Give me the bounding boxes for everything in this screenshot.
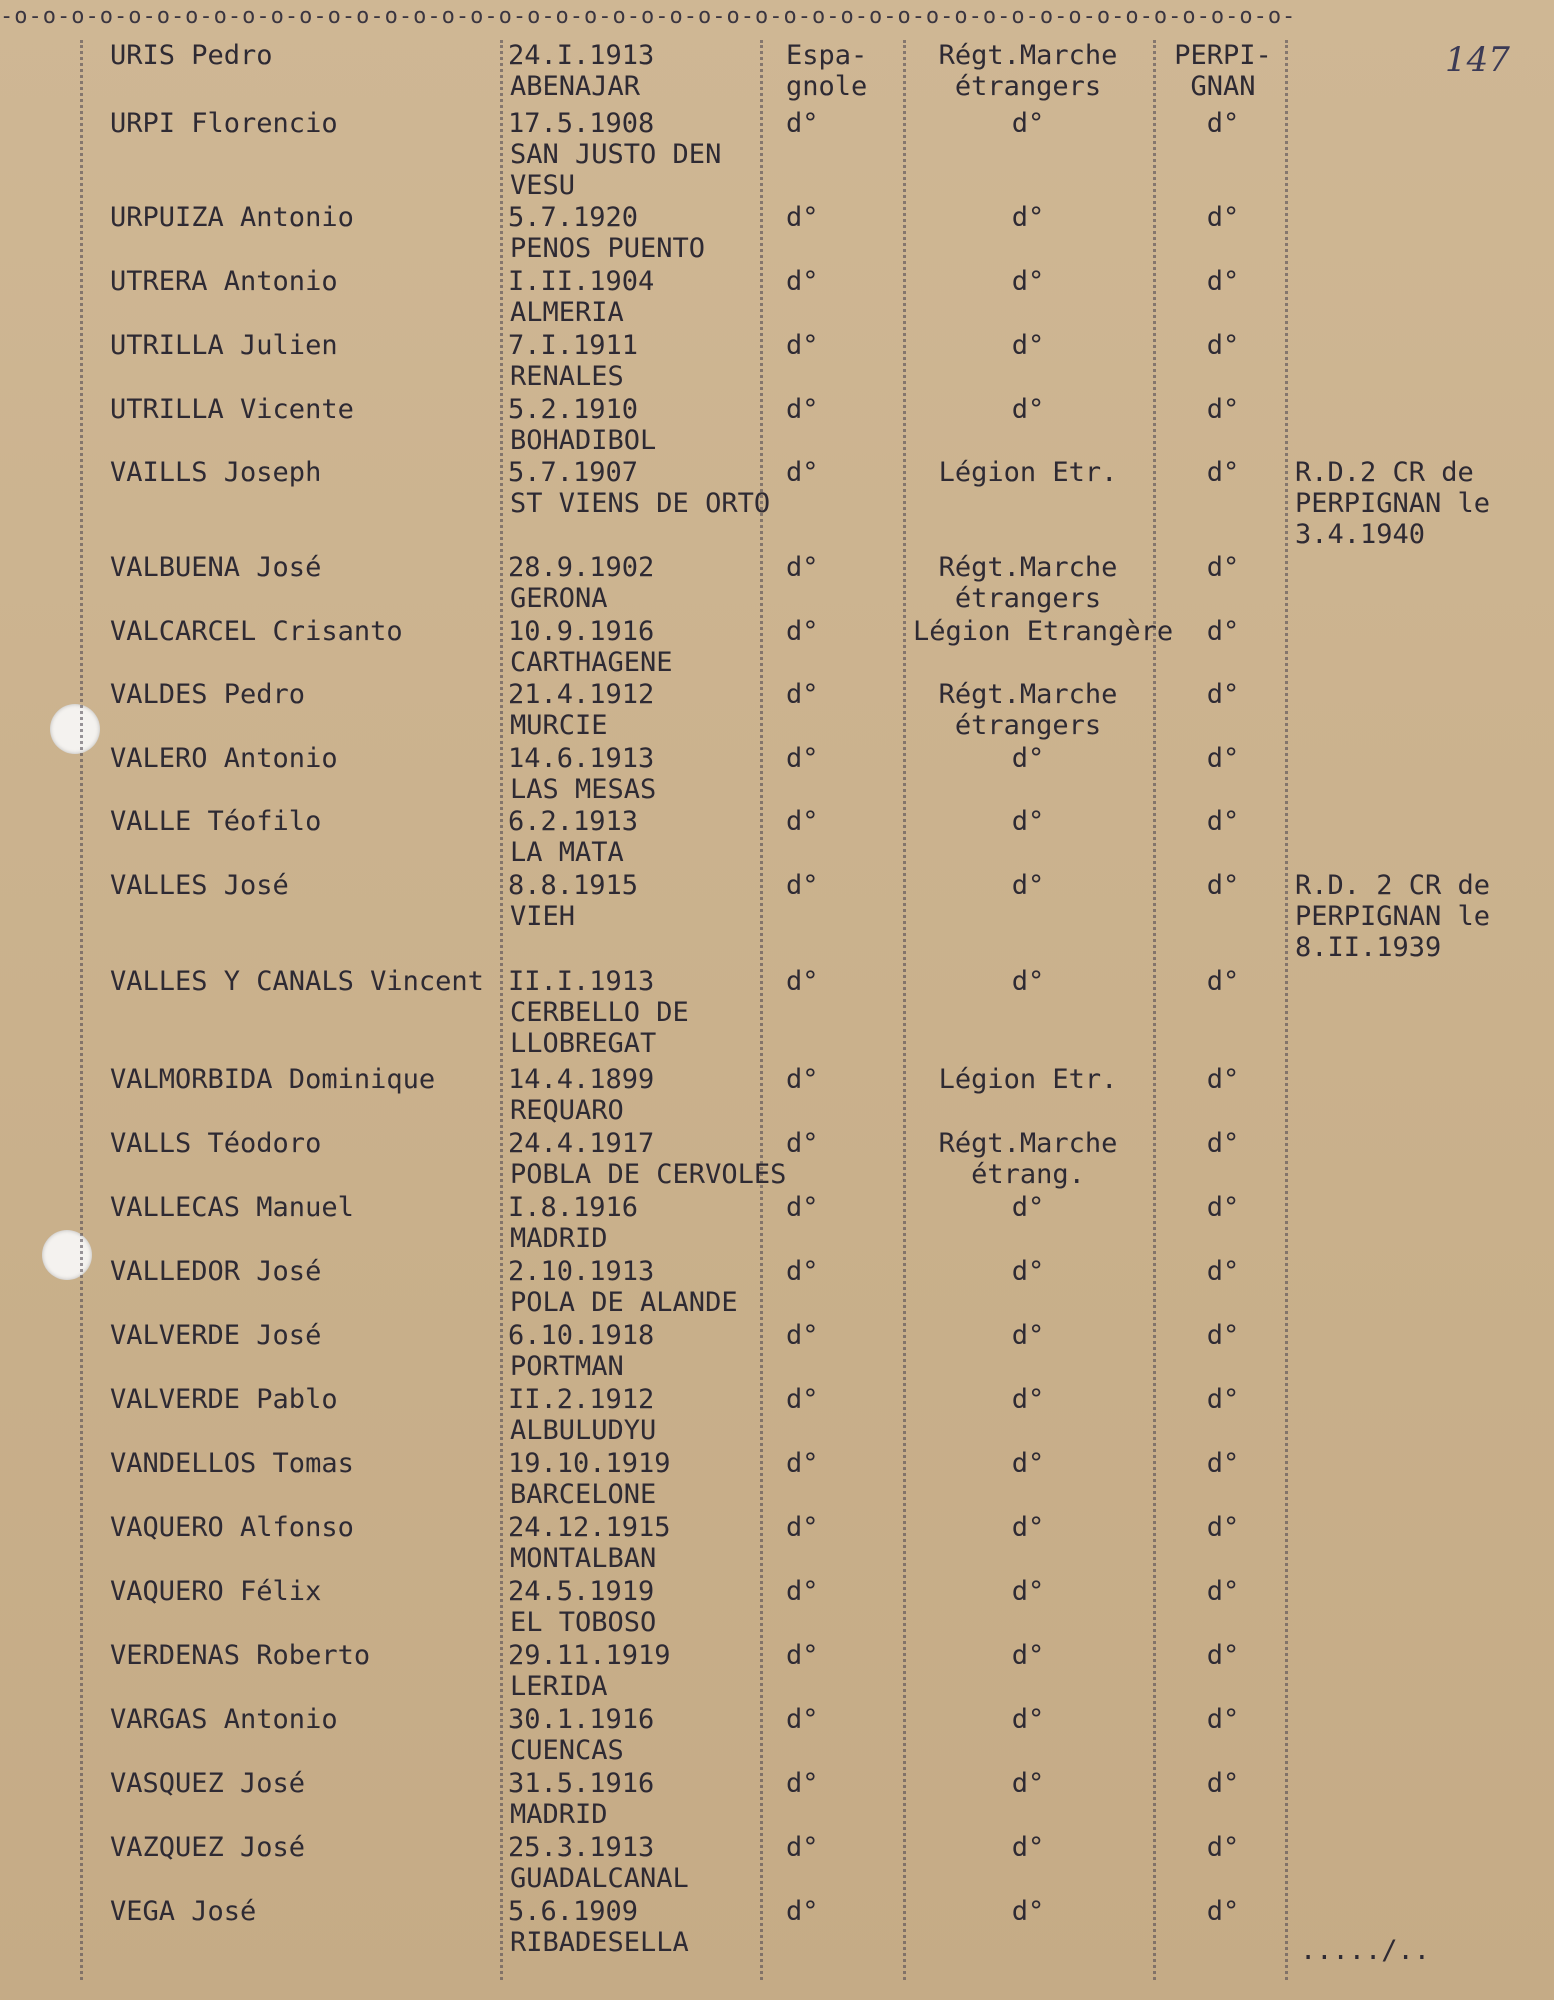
cell-dest: d° bbox=[1206, 1448, 1240, 1479]
cell-name: URIS Pedro bbox=[110, 40, 273, 71]
cell-nationality: d° bbox=[786, 616, 819, 647]
cell-unit2: étrang. bbox=[971, 1159, 1085, 1190]
cell-date: II.I.1913 bbox=[508, 966, 655, 997]
cell-name: VALCARCEL Crisanto bbox=[110, 616, 403, 647]
cell-name: VAILLS Joseph bbox=[110, 457, 322, 488]
cell-date: I.II.1904 bbox=[508, 266, 655, 297]
cell-unit: Légion Etr. bbox=[938, 1064, 1118, 1095]
cell-unit: d° bbox=[1011, 1832, 1045, 1863]
cell-unit: d° bbox=[1011, 1704, 1045, 1735]
cell-date: 5.2.1910 bbox=[508, 394, 639, 425]
cell-dest: d° bbox=[1206, 552, 1240, 583]
cell-unit: d° bbox=[1011, 266, 1045, 297]
cell-place2: VESU bbox=[510, 170, 576, 201]
cell-dest: d° bbox=[1206, 1704, 1240, 1735]
cell-place: GUADALCANAL bbox=[510, 1863, 689, 1894]
cell-unit: d° bbox=[1011, 1256, 1045, 1287]
cell-dest: d° bbox=[1206, 870, 1240, 901]
continuation-mark: ...../.. bbox=[1300, 1935, 1431, 1966]
cell-name: VAZQUEZ José bbox=[110, 1832, 306, 1863]
cell-place: RIBADESELLA bbox=[510, 1927, 689, 1958]
cell-unit: d° bbox=[1011, 1640, 1045, 1671]
cell-place: POLA DE ALANDE bbox=[510, 1287, 738, 1318]
cell-nationality: d° bbox=[786, 1256, 819, 1287]
cell-date: 8.8.1915 bbox=[508, 870, 639, 901]
cell-date: 14.6.1913 bbox=[508, 743, 655, 774]
cell-nationality2: gnole bbox=[786, 71, 868, 102]
cell-place: BARCELONE bbox=[510, 1479, 657, 1510]
cell-unit: Régt.Marche bbox=[938, 552, 1118, 583]
cell-unit: d° bbox=[1011, 202, 1045, 233]
cell-name: UTRERA Antonio bbox=[110, 266, 338, 297]
cell-nationality: d° bbox=[786, 1512, 819, 1543]
cell-nationality: Espa- bbox=[786, 40, 868, 71]
cell-unit2: étrangers bbox=[954, 71, 1102, 102]
cell-date: 5.6.1909 bbox=[508, 1896, 639, 1927]
cell-name: UTRILLA Vicente bbox=[110, 394, 354, 425]
cell-dest: d° bbox=[1206, 1768, 1240, 1799]
cell-note2: PERPIGNAN le bbox=[1295, 488, 1491, 519]
cell-note2: PERPIGNAN le bbox=[1295, 901, 1491, 932]
cell-date: 29.11.1919 bbox=[508, 1640, 671, 1671]
cell-name: VERDENAS Roberto bbox=[110, 1640, 371, 1671]
cell-place: LAS MESAS bbox=[510, 774, 657, 805]
cell-place: SAN JUSTO DEN bbox=[510, 139, 722, 170]
cell-name: URPI Florencio bbox=[110, 108, 338, 139]
cell-name: VEGA José bbox=[110, 1896, 257, 1927]
cell-nationality: d° bbox=[786, 266, 819, 297]
cell-date: 21.4.1912 bbox=[508, 679, 655, 710]
cell-nationality: d° bbox=[786, 870, 819, 901]
cell-place: PORTMAN bbox=[510, 1351, 624, 1382]
cell-place: GERONA bbox=[510, 583, 608, 614]
cell-name: VALVERDE Pablo bbox=[110, 1384, 338, 1415]
cell-unit: Légion Etr. bbox=[938, 457, 1118, 488]
cell-nationality: d° bbox=[786, 202, 819, 233]
cell-date: 10.9.1916 bbox=[508, 616, 655, 647]
cell-unit: d° bbox=[1011, 806, 1045, 837]
page-number: 147 bbox=[1445, 40, 1510, 80]
cell-name: VALLS Téodoro bbox=[110, 1128, 322, 1159]
cell-place: MURCIE bbox=[510, 710, 608, 741]
cell-date: 24.5.1919 bbox=[508, 1576, 655, 1607]
cell-nationality: d° bbox=[786, 1832, 819, 1863]
cell-name: VALVERDE José bbox=[110, 1320, 322, 1351]
cell-date: 17.5.1908 bbox=[508, 108, 655, 139]
cell-note3: 3.4.1940 bbox=[1295, 519, 1426, 550]
cell-dest: d° bbox=[1206, 1256, 1240, 1287]
cell-name: VAQUERO Alfonso bbox=[110, 1512, 354, 1543]
cell-unit: d° bbox=[1011, 1512, 1045, 1543]
cell-date: 2.10.1913 bbox=[508, 1256, 655, 1287]
cell-dest: d° bbox=[1206, 394, 1240, 425]
cell-date: 14.4.1899 bbox=[508, 1064, 655, 1095]
cell-dest: d° bbox=[1206, 202, 1240, 233]
cell-place: ST VIENS DE ORTO bbox=[510, 488, 771, 519]
cell-nationality: d° bbox=[786, 743, 819, 774]
cell-dest: d° bbox=[1206, 1832, 1240, 1863]
cell-place: LA MATA bbox=[510, 837, 624, 868]
cell-place: ALMERIA bbox=[510, 297, 624, 328]
cell-place: CUENCAS bbox=[510, 1735, 624, 1766]
cell-unit: Régt.Marche bbox=[938, 40, 1118, 71]
cell-name: VARGAS Antonio bbox=[110, 1704, 338, 1735]
cell-date: 5.7.1907 bbox=[508, 457, 639, 488]
cell-nationality: d° bbox=[786, 457, 819, 488]
cell-nationality: d° bbox=[786, 679, 819, 710]
cell-name: VALLES Y CANALS Vincent bbox=[110, 966, 484, 997]
cell-nationality: d° bbox=[786, 806, 819, 837]
cell-unit: d° bbox=[1011, 1896, 1045, 1927]
cell-nationality: d° bbox=[786, 552, 819, 583]
cell-place: LERIDA bbox=[510, 1671, 608, 1702]
cell-unit: Régt.Marche bbox=[938, 679, 1118, 710]
cell-date: 25.3.1913 bbox=[508, 1832, 655, 1863]
cell-dest: d° bbox=[1206, 330, 1240, 361]
cell-place: MADRID bbox=[510, 1223, 608, 1254]
cell-date: II.2.1912 bbox=[508, 1384, 655, 1415]
cell-unit: d° bbox=[1011, 743, 1045, 774]
cell-name: VALDES Pedro bbox=[110, 679, 306, 710]
cell-nationality: d° bbox=[786, 1384, 819, 1415]
cell-place: EL TOBOSO bbox=[510, 1607, 657, 1638]
cell-unit: d° bbox=[1011, 1768, 1045, 1799]
cell-date: 31.5.1916 bbox=[508, 1768, 655, 1799]
top-border: -o-o-o-o-o-o-o-o-o-o-o-o-o-o-o-o-o-o-o-o-o-o-o-o-o-o-o-o-o-o-o-o-o-o-o-o-o-o-o-o-o-o-o-o-o- bbox=[0, 4, 1297, 29]
cell-nationality: d° bbox=[786, 394, 819, 425]
cell-place: MONTALBAN bbox=[510, 1543, 657, 1574]
cell-unit: d° bbox=[1011, 394, 1045, 425]
cell-place2: LLOBREGAT bbox=[510, 1028, 657, 1059]
cell-unit: Légion Etrangère bbox=[913, 616, 1174, 647]
cell-nationality: d° bbox=[786, 1768, 819, 1799]
cell-nationality: d° bbox=[786, 1320, 819, 1351]
cell-place: CARTHAGENE bbox=[510, 647, 673, 678]
cell-nationality: d° bbox=[786, 1448, 819, 1479]
cell-dest: d° bbox=[1206, 966, 1240, 997]
cell-nationality: d° bbox=[786, 1896, 819, 1927]
cell-dest: PERPI- bbox=[1174, 40, 1272, 71]
cell-dest: d° bbox=[1206, 743, 1240, 774]
cell-place: POBLA DE CERVOLES bbox=[510, 1159, 787, 1190]
cell-unit: d° bbox=[1011, 1448, 1045, 1479]
cell-name: VALLEDOR José bbox=[110, 1256, 322, 1287]
cell-dest: d° bbox=[1206, 1384, 1240, 1415]
cell-name: VANDELLOS Tomas bbox=[110, 1448, 354, 1479]
cell-nationality: d° bbox=[786, 1192, 819, 1223]
cell-note3: 8.II.1939 bbox=[1295, 932, 1442, 963]
cell-unit: d° bbox=[1011, 1384, 1045, 1415]
cell-place: CERBELLO DE bbox=[510, 997, 689, 1028]
cell-nationality: d° bbox=[786, 1640, 819, 1671]
cell-unit: d° bbox=[1011, 1192, 1045, 1223]
cell-name: VALMORBIDA Dominique bbox=[110, 1064, 436, 1095]
cell-note: R.D. 2 CR de bbox=[1295, 870, 1491, 901]
cell-unit: d° bbox=[1011, 330, 1045, 361]
cell-name: VALLES José bbox=[110, 870, 289, 901]
cell-dest: d° bbox=[1206, 1064, 1240, 1095]
cell-nationality: d° bbox=[786, 1576, 819, 1607]
cell-name: VASQUEZ José bbox=[110, 1768, 306, 1799]
cell-dest: d° bbox=[1206, 457, 1240, 488]
cell-unit2: étrangers bbox=[954, 710, 1102, 741]
cell-name: VALLE Téofilo bbox=[110, 806, 322, 837]
cell-name: UTRILLA Julien bbox=[110, 330, 338, 361]
cell-date: I.8.1916 bbox=[508, 1192, 639, 1223]
cell-date: 24.4.1917 bbox=[508, 1128, 655, 1159]
cell-dest: d° bbox=[1206, 806, 1240, 837]
cell-date: 28.9.1902 bbox=[508, 552, 655, 583]
cell-name: URPUIZA Antonio bbox=[110, 202, 354, 233]
cell-nationality: d° bbox=[786, 1128, 819, 1159]
cell-date: 24.I.1913 bbox=[508, 40, 655, 71]
cell-date: 7.I.1911 bbox=[508, 330, 639, 361]
cell-name: VALLECAS Manuel bbox=[110, 1192, 354, 1223]
cell-nationality: d° bbox=[786, 1704, 819, 1735]
cell-nationality: d° bbox=[786, 108, 819, 139]
cell-dest2: GNAN bbox=[1190, 71, 1256, 102]
cell-dest: d° bbox=[1206, 1192, 1240, 1223]
cell-unit: Régt.Marche bbox=[938, 1128, 1118, 1159]
cell-dest: d° bbox=[1206, 1320, 1240, 1351]
cell-unit: d° bbox=[1011, 1320, 1045, 1351]
cell-nationality: d° bbox=[786, 966, 819, 997]
cell-dest: d° bbox=[1206, 1640, 1240, 1671]
cell-place: BOHADIBOL bbox=[510, 425, 657, 456]
cell-date: 6.10.1918 bbox=[508, 1320, 655, 1351]
cell-dest: d° bbox=[1206, 1128, 1240, 1159]
cell-name: VAQUERO Félix bbox=[110, 1576, 322, 1607]
cell-place: REQUARO bbox=[510, 1095, 624, 1126]
cell-place: RENALES bbox=[510, 361, 624, 392]
cell-dest: d° bbox=[1206, 1896, 1240, 1927]
cell-nationality: d° bbox=[786, 1064, 819, 1095]
cell-nationality: d° bbox=[786, 330, 819, 361]
cell-unit2: étrangers bbox=[954, 583, 1102, 614]
cell-date: 24.12.1915 bbox=[508, 1512, 671, 1543]
cell-unit: d° bbox=[1011, 1576, 1045, 1607]
cell-dest: d° bbox=[1206, 108, 1240, 139]
cell-note: R.D.2 CR de bbox=[1295, 457, 1474, 488]
cell-unit: d° bbox=[1011, 966, 1045, 997]
cell-name: VALBUENA José bbox=[110, 552, 322, 583]
cell-place: MADRID bbox=[510, 1799, 608, 1830]
cell-date: 19.10.1919 bbox=[508, 1448, 671, 1479]
cell-place: ABENAJAR bbox=[510, 71, 641, 102]
cell-dest: d° bbox=[1206, 266, 1240, 297]
cell-place: VIEH bbox=[510, 901, 576, 932]
cell-dest: d° bbox=[1206, 1512, 1240, 1543]
cell-date: 6.2.1913 bbox=[508, 806, 639, 837]
cell-unit: d° bbox=[1011, 870, 1045, 901]
cell-dest: d° bbox=[1206, 616, 1240, 647]
cell-name: VALERO Antonio bbox=[110, 743, 338, 774]
cell-date: 5.7.1920 bbox=[508, 202, 639, 233]
cell-place: ALBULUDYU bbox=[510, 1415, 657, 1446]
cell-place: PENOS PUENTO bbox=[510, 233, 706, 264]
cell-dest: d° bbox=[1206, 1576, 1240, 1607]
cell-unit: d° bbox=[1011, 108, 1045, 139]
cell-date: 30.1.1916 bbox=[508, 1704, 655, 1735]
cell-dest: d° bbox=[1206, 679, 1240, 710]
